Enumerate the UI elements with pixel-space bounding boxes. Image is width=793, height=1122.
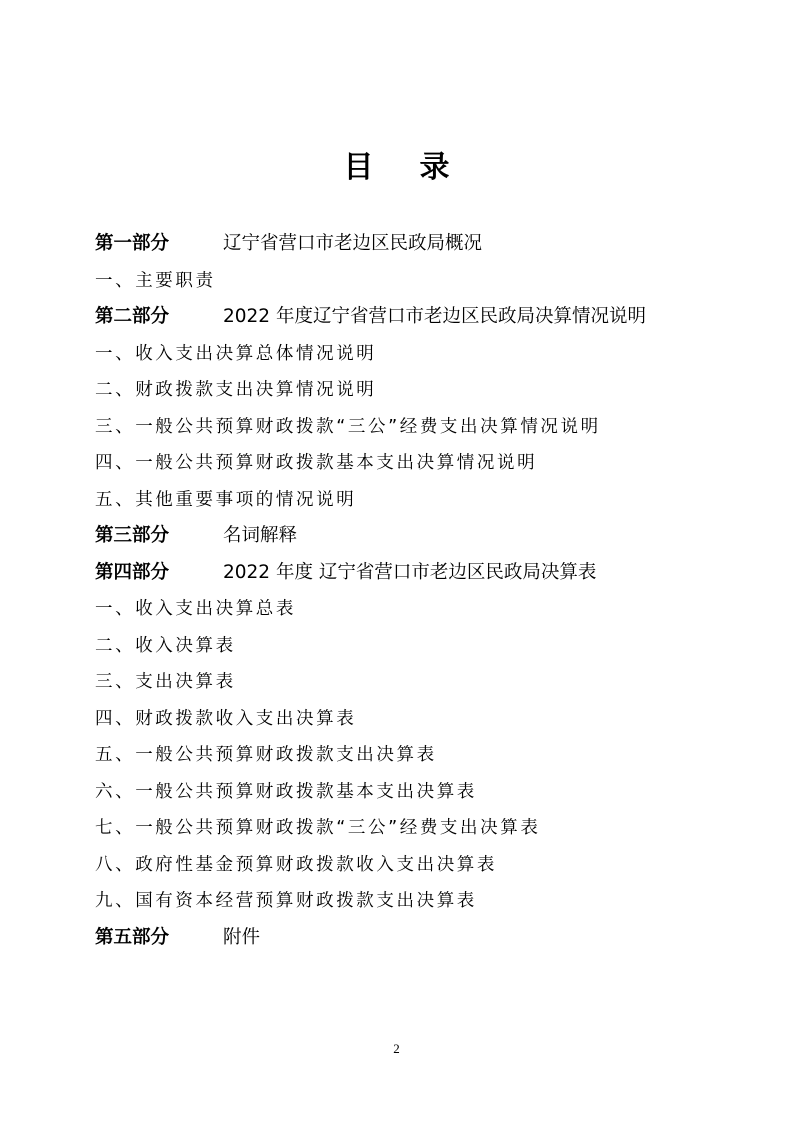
part-label: 第二部分 [95, 306, 170, 327]
toc-item: 三、支出决算表 [95, 672, 236, 692]
part-title: 2022 年度辽宁省营口市老边区民政局决算情况说明 [223, 306, 646, 327]
toc-item: 一、主要职责 [95, 270, 216, 291]
toc-item: 二、财政拨款支出决算情况说明 [95, 380, 377, 400]
toc-item: 八、政府性基金预算财政拨款收入支出决算表 [95, 854, 497, 875]
toc-item: 九、国有资本经营预算财政拨款支出决算表 [95, 891, 477, 911]
toc-item: 四、一般公共预算财政拨款基本支出决算情况说明 [95, 453, 538, 473]
toc-item: 五、一般公共预算财政拨款支出决算表 [95, 745, 437, 765]
toc-item: 一、收入支出决算总体情况说明 [95, 343, 377, 364]
toc-part-5 [95, 920, 735, 957]
toc-part-1 [95, 226, 735, 263]
part-title: 2022 年度 辽宁省营口市老边区民政局决算表 [223, 561, 597, 583]
toc-item: 五、其他重要事项的情况说明 [95, 489, 357, 510]
toc-item: 七、一般公共预算财政拨款“三公”经费支出决算表 [95, 818, 541, 838]
page-number: 2 [393, 1041, 400, 1056]
part-title: 辽宁省营口市老边区民政局概况 [223, 233, 483, 254]
toc-item: 三、一般公共预算财政拨款“三公”经费支出决算情况说明 [95, 416, 601, 437]
table-of-contents [95, 226, 735, 956]
toc-part-2 [95, 299, 735, 336]
part-title: 附件 [223, 926, 261, 948]
toc-item: 二、收入决算表 [95, 635, 236, 656]
toc-item: 一、收入支出决算总表 [95, 599, 296, 619]
part-label: 第一部分 [95, 233, 170, 254]
toc-item: 四、财政拨款收入支出决算表 [95, 708, 357, 729]
page-title: 目录 [343, 150, 496, 185]
part-label: 第三部分 [95, 525, 170, 546]
toc-item: 六、一般公共预算财政拨款基本支出决算表 [95, 781, 477, 802]
toc-part-4 [95, 555, 735, 592]
part-title: 名词解释 [223, 525, 298, 546]
toc-part-3 [95, 518, 735, 555]
part-label: 第五部分 [95, 926, 170, 948]
part-label: 第四部分 [95, 561, 170, 583]
